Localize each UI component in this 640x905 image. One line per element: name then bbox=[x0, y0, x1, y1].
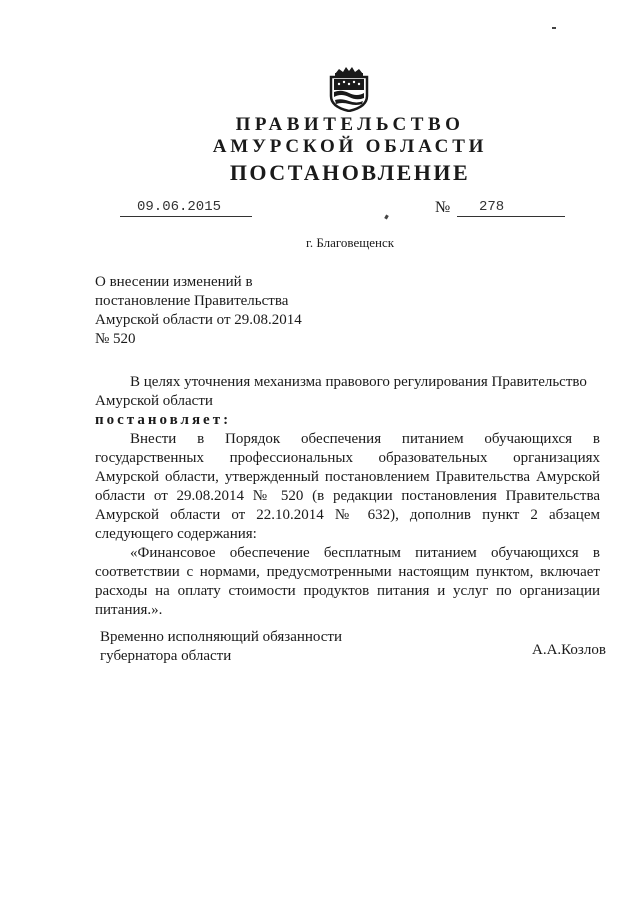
paragraph-line: государственных профессиональных образовательных организациях bbox=[95, 450, 600, 466]
subject-line: № 520 bbox=[95, 331, 136, 347]
intro-line: В целях уточнения механизма правового регулирования Правительство bbox=[130, 374, 587, 390]
document-date: 09.06.2015 bbox=[137, 199, 222, 215]
intro-line: Амурской области bbox=[95, 393, 213, 409]
position-line: Временно исполняющий обязанности bbox=[100, 629, 343, 645]
subject-line: О внесении изменений в bbox=[95, 274, 253, 290]
org-name-line1: ПРАВИТЕЛЬСТВО bbox=[235, 114, 465, 135]
resolves-keyword: постановляет: bbox=[95, 412, 232, 428]
quote-line: питания.». bbox=[95, 602, 163, 618]
signatory-name: А.А.Козлов bbox=[532, 642, 606, 658]
subject-line: Амурской области от 29.08.2014 bbox=[95, 312, 302, 328]
paragraph-line: следующего содержания: bbox=[95, 526, 257, 542]
document-number: 278 bbox=[479, 199, 505, 215]
scan-mark bbox=[552, 27, 556, 29]
document-type-title: ПОСТАНОВЛЕНИЕ bbox=[229, 160, 471, 185]
date-underline bbox=[120, 216, 252, 217]
paragraph-line: Внести в Порядок обеспечения питанием обучающихся в bbox=[130, 431, 600, 447]
org-name-line2: АМУРСКОЙ ОБЛАСТИ bbox=[212, 136, 488, 157]
quote-line: «Финансовое обеспечение бесплатным питанием обучающихся в bbox=[130, 545, 600, 561]
paragraph-line: Амурской области, утвержденный постановлением Правительства Амурской bbox=[95, 469, 600, 485]
document-body bbox=[95, 373, 600, 620]
quote-line: расходы на оплату стоимости продуктов питания и услуг по организации bbox=[95, 583, 600, 599]
city-name: г. Благовещенск bbox=[305, 235, 395, 250]
signatory-position bbox=[100, 628, 342, 666]
number-underline bbox=[457, 216, 565, 217]
subject-line: постановление Правительства bbox=[95, 293, 289, 309]
number-sign: № bbox=[435, 199, 451, 216]
scan-mark bbox=[384, 215, 389, 220]
quote-line: соответствии с нормами, предусмотренными настоящим пунктом, включает bbox=[95, 564, 600, 580]
document-subject bbox=[95, 273, 395, 349]
coat-of-arms-icon bbox=[326, 60, 372, 112]
paragraph-line: Амурской области от 22.10.2014 № 632), дополнив пункт 2 абзацем bbox=[95, 507, 600, 523]
paragraph-line: области от 29.08.2014 № 520 (в редакции постановления Правительства bbox=[95, 488, 600, 504]
position-line: губернатора области bbox=[100, 648, 232, 664]
